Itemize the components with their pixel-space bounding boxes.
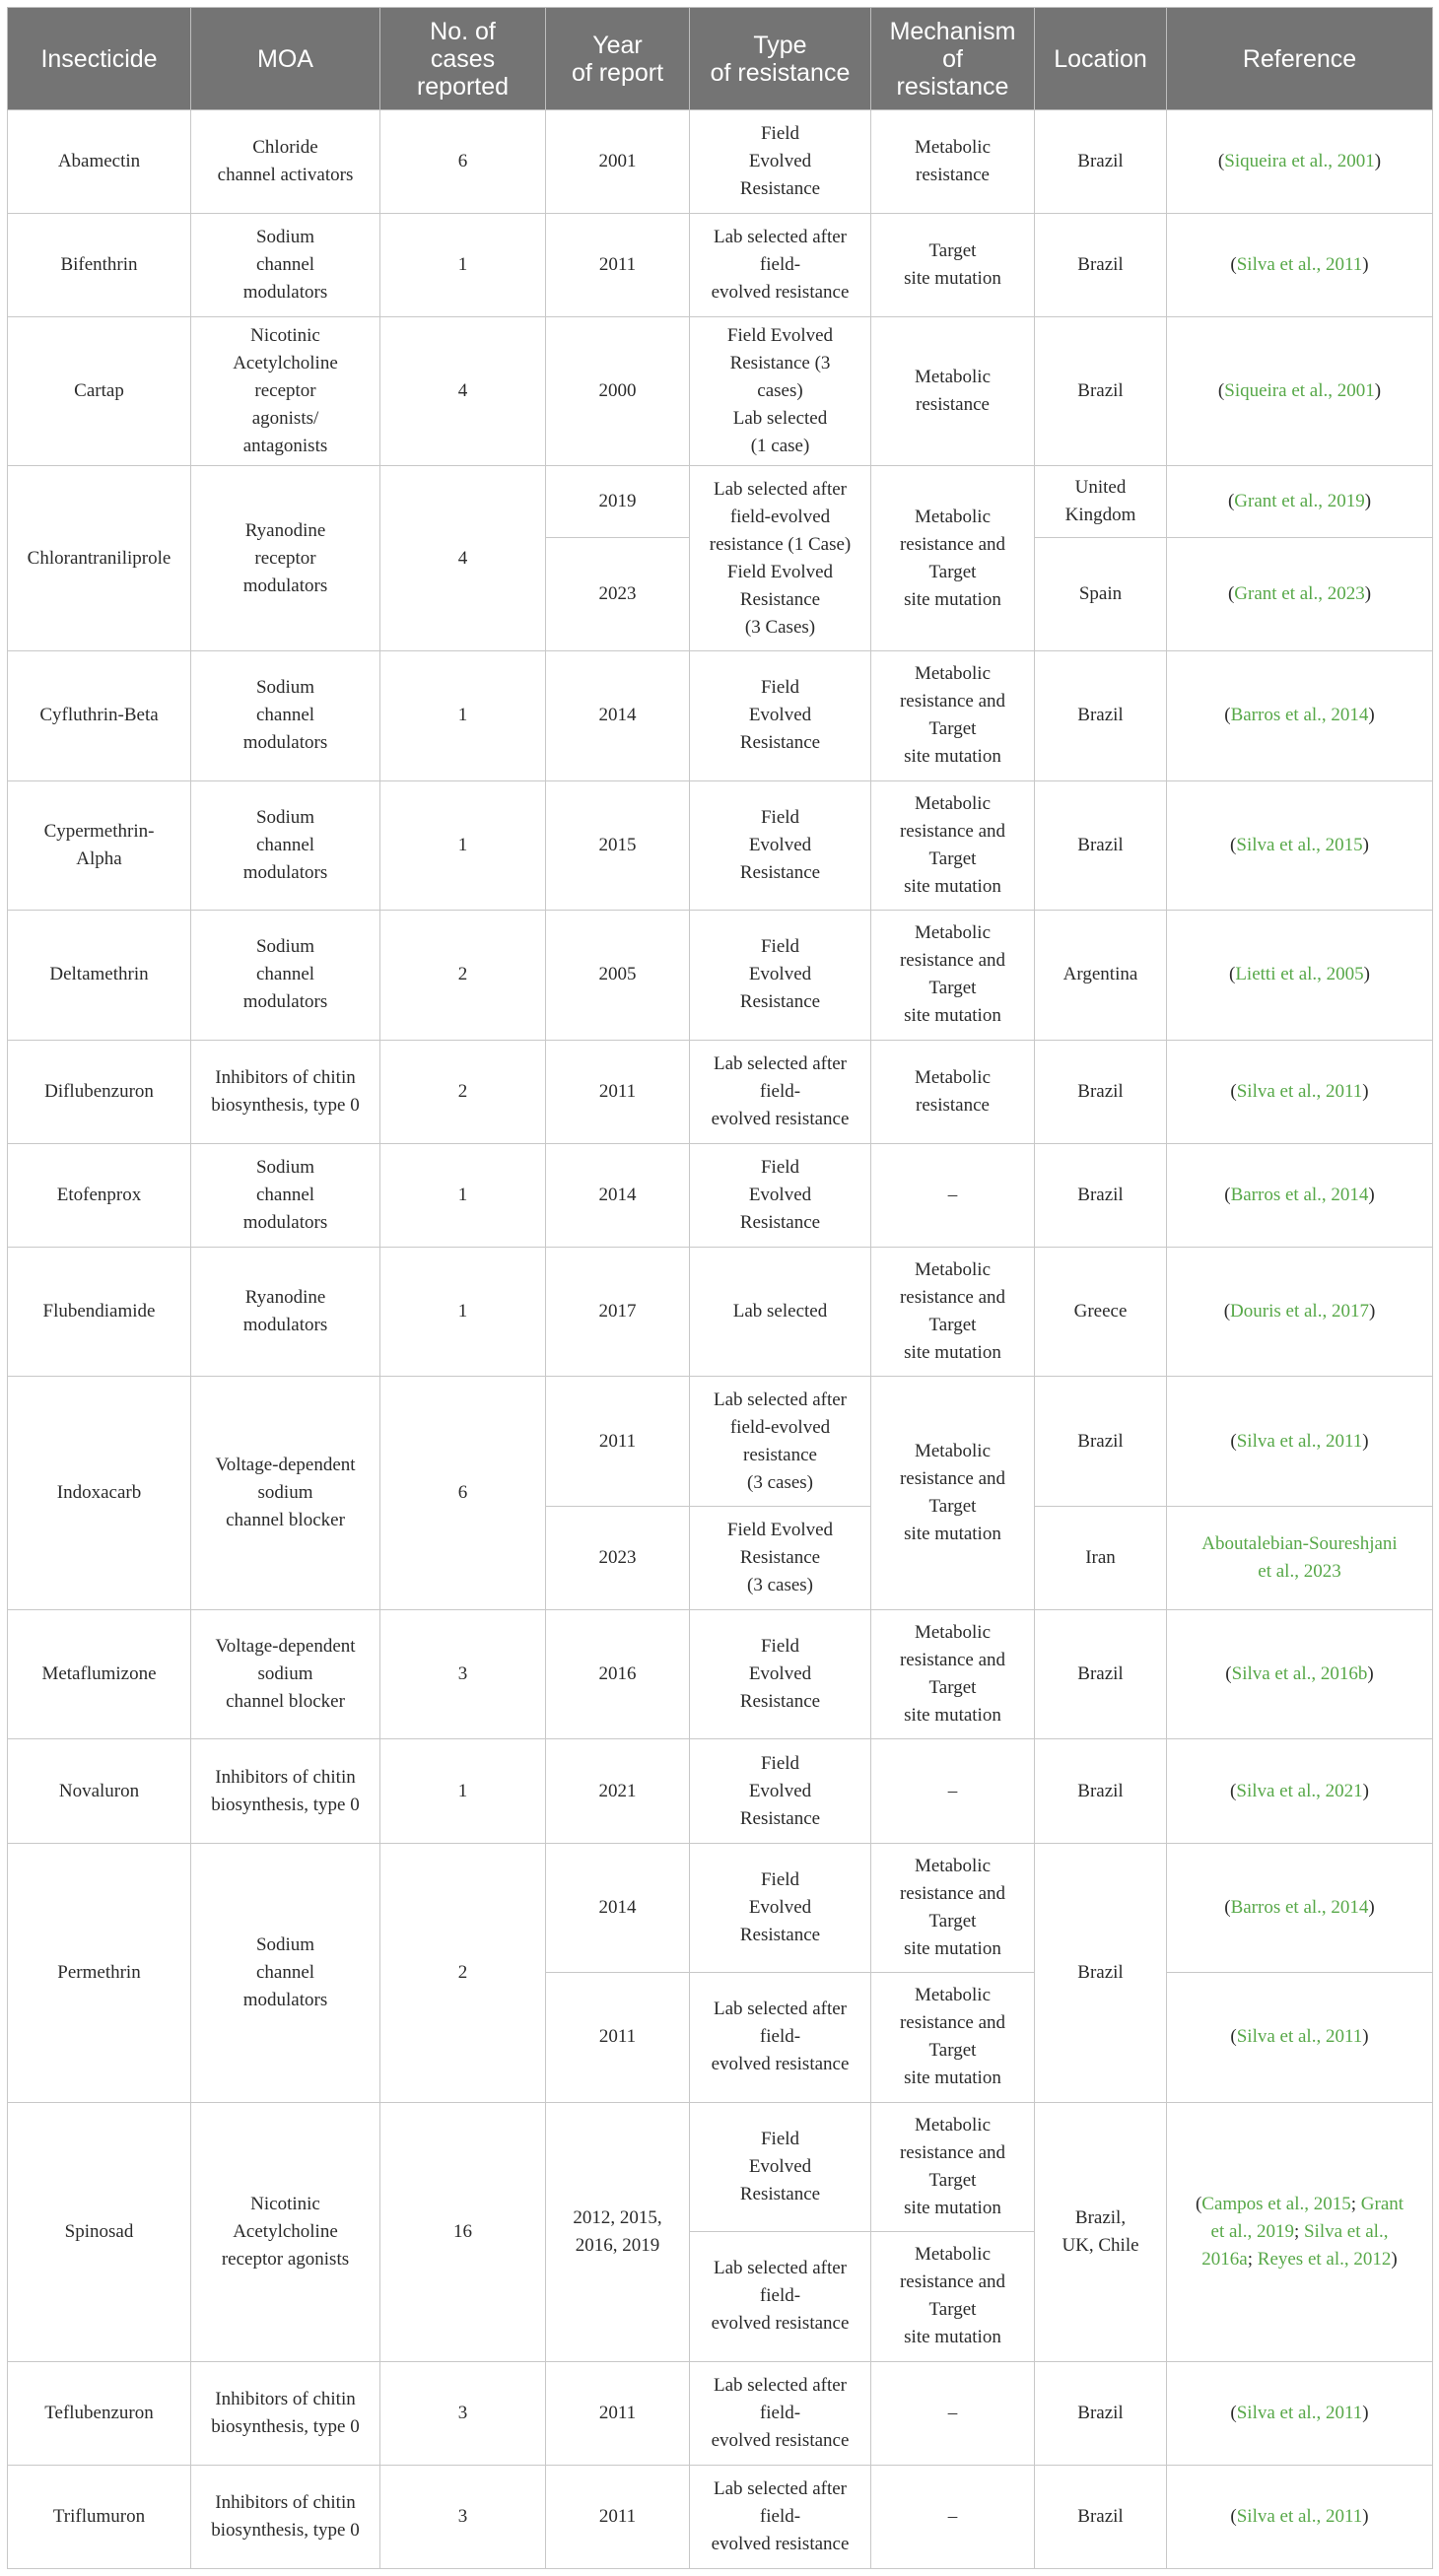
- mechanism-cell: Metabolic resistance and Target site mutation: [871, 466, 1035, 651]
- mechanism-cell: Metabolic resistance and Target site mutation: [871, 780, 1035, 910]
- mechanism-cell: Metabolic resistance and Target site mutation: [871, 1247, 1035, 1376]
- year-cell: 2005: [546, 911, 690, 1040]
- header-mechanism: Mechanism of resistance: [871, 8, 1035, 110]
- reference-cell: (Silva et al., 2011): [1167, 214, 1433, 317]
- type-cell: Field Evolved Resistance: [690, 1143, 871, 1247]
- header-reference: Reference: [1167, 8, 1433, 110]
- moa-cell: Inhibitors of chitin biosynthesis, type 0: [191, 2465, 380, 2568]
- cases-cell: 6: [380, 1377, 546, 1610]
- table-row: [8, 1843, 1433, 1972]
- year-cell: 2011: [546, 1377, 690, 1506]
- table-row: [8, 2465, 1433, 2568]
- cases-cell: 3: [380, 2361, 546, 2465]
- reference-cell: (Silva et al., 2011): [1167, 2361, 1433, 2465]
- year-cell: 2011: [546, 214, 690, 317]
- insecticide-cell: Flubendiamide: [8, 1247, 191, 1376]
- reference-cell: (Siqueira et al., 2001): [1167, 110, 1433, 214]
- insecticide-cell: Spinosad: [8, 2102, 191, 2361]
- header-cases: No. of cases reported: [380, 8, 546, 110]
- moa-cell: Inhibitors of chitin biosynthesis, type 0: [191, 1040, 380, 1143]
- year-cell: 2014: [546, 1143, 690, 1247]
- reference-link[interactable]: Silva et al., 2011: [1236, 254, 1363, 276]
- cases-cell: 1: [380, 1247, 546, 1376]
- year-cell: 2023: [546, 1506, 690, 1609]
- insecticide-cell: Triflumuron: [8, 2465, 191, 2568]
- year-cell: 2011: [546, 2361, 690, 2465]
- reference-cell: (Silva et al., 2015): [1167, 780, 1433, 910]
- table-row: [8, 1247, 1433, 1376]
- type-cell: Field Evolved Resistance (3 cases) Lab selected (1 case): [690, 317, 871, 466]
- mechanism-cell: –: [871, 2361, 1035, 2465]
- year-cell: 2014: [546, 651, 690, 780]
- insecticide-cell: Cypermethrin- Alpha: [8, 780, 191, 910]
- table-row: [8, 1040, 1433, 1143]
- reference-link[interactable]: Barros et al., 2014: [1230, 705, 1369, 726]
- cases-cell: 2: [380, 911, 546, 1040]
- mechanism-cell: Metabolic resistance: [871, 1040, 1035, 1143]
- mechanism-cell: Metabolic resistance: [871, 110, 1035, 214]
- moa-cell: Nicotinic Acetylcholine receptor agonists: [191, 2102, 380, 2361]
- year-cell: 2017: [546, 1247, 690, 1376]
- reference-link[interactable]: Grant et al., 2023: [1234, 582, 1365, 604]
- type-cell: Field Evolved Resistance: [690, 1739, 871, 1843]
- mechanism-cell: Metabolic resistance and Target site mutation: [871, 1609, 1035, 1738]
- table-row: [8, 1143, 1433, 1247]
- cases-cell: 1: [380, 214, 546, 317]
- reference-cell: (Silva et al., 2011): [1167, 1377, 1433, 1506]
- reference-cell: (Siqueira et al., 2001): [1167, 317, 1433, 466]
- type-cell: Field Evolved Resistance: [690, 1843, 871, 1972]
- reference-link[interactable]: Barros et al., 2014: [1230, 1184, 1369, 1205]
- year-cell: 2011: [546, 1973, 690, 2102]
- insecticide-cell: Indoxacarb: [8, 1377, 191, 1610]
- reference-link[interactable]: Lietti et al., 2005: [1235, 964, 1364, 985]
- year-cell: 2012, 2015, 2016, 2019: [546, 2102, 690, 2361]
- table-row: [8, 1739, 1433, 1843]
- reference-link[interactable]: Silva et al., 2011: [1236, 2505, 1363, 2527]
- reference-cell: (Grant et al., 2019): [1167, 466, 1433, 538]
- location-cell: Brazil: [1035, 1040, 1167, 1143]
- table-row: [8, 780, 1433, 910]
- type-cell: Lab selected after field- evolved resistance: [690, 1973, 871, 2102]
- table-row: [8, 110, 1433, 214]
- location-cell: Brazil: [1035, 1143, 1167, 1247]
- header-moa: MOA: [191, 8, 380, 110]
- location-cell: Greece: [1035, 1247, 1167, 1376]
- cases-cell: 16: [380, 2102, 546, 2361]
- mechanism-cell: Target site mutation: [871, 214, 1035, 317]
- reference-cell: (Silva et al., 2011): [1167, 1973, 1433, 2102]
- location-cell: Brazil: [1035, 110, 1167, 214]
- reference-link[interactable]: Silva et al., 2011: [1236, 2402, 1363, 2423]
- mechanism-cell: Metabolic resistance and Target site mutation: [871, 911, 1035, 1040]
- reference-link[interactable]: Siqueira et al., 2001: [1224, 151, 1375, 172]
- table-row: [8, 651, 1433, 780]
- moa-cell: Sodium channel modulators: [191, 911, 380, 1040]
- mechanism-cell: Metabolic resistance and Target site mutation: [871, 1973, 1035, 2102]
- moa-cell: Voltage-dependent sodium channel blocker: [191, 1609, 380, 1738]
- moa-cell: Inhibitors of chitin biosynthesis, type 0: [191, 1739, 380, 1843]
- location-cell: Argentina: [1035, 911, 1167, 1040]
- year-cell: 2014: [546, 1843, 690, 1972]
- reference-link[interactable]: Silva et al., 2015: [1236, 834, 1363, 855]
- type-cell: Lab selected after field-evolved resistance (3 cases): [690, 1377, 871, 1506]
- location-cell: Brazil: [1035, 214, 1167, 317]
- reference-cell: (Lietti et al., 2005): [1167, 911, 1433, 1040]
- type-cell: Lab selected after field- evolved resistance: [690, 1040, 871, 1143]
- type-cell: Lab selected after field- evolved resistance: [690, 214, 871, 317]
- cases-cell: 4: [380, 317, 546, 466]
- moa-cell: Sodium channel modulators: [191, 780, 380, 910]
- year-cell: 2016: [546, 1609, 690, 1738]
- cases-cell: 3: [380, 1609, 546, 1738]
- insecticide-cell: Teflubenzuron: [8, 2361, 191, 2465]
- table-row: [8, 317, 1433, 466]
- type-cell: Lab selected after field-evolved resistance (1 Case) Field Evolved Resistance (3 Cases): [690, 466, 871, 651]
- insecticide-cell: Chlorantraniliprole: [8, 466, 191, 651]
- moa-cell: Voltage-dependent sodium channel blocker: [191, 1377, 380, 1610]
- location-cell: Spain: [1035, 537, 1167, 650]
- year-cell: 2011: [546, 1040, 690, 1143]
- header-year: Year of report: [546, 8, 690, 110]
- reference-link[interactable]: Barros et al., 2014: [1230, 1896, 1369, 1918]
- type-cell: Lab selected: [690, 1247, 871, 1376]
- mechanism-cell: –: [871, 1739, 1035, 1843]
- year-cell: 2021: [546, 1739, 690, 1843]
- reference-cell: (Grant et al., 2023): [1167, 537, 1433, 650]
- insecticide-cell: Novaluron: [8, 1739, 191, 1843]
- reference-cell: (Silva et al., 2011): [1167, 2465, 1433, 2568]
- location-cell: Brazil: [1035, 780, 1167, 910]
- year-cell: 2019: [546, 466, 690, 538]
- reference-link[interactable]: Reyes et al., 2012: [1257, 2248, 1392, 2270]
- cases-cell: 1: [380, 1739, 546, 1843]
- cases-cell: 4: [380, 466, 546, 651]
- insecticide-cell: Abamectin: [8, 110, 191, 214]
- location-cell: Brazil: [1035, 1843, 1167, 2102]
- moa-cell: Inhibitors of chitin biosynthesis, type 0: [191, 2361, 380, 2465]
- reference-link[interactable]: Silva et al., 2016b: [1231, 1663, 1368, 1685]
- table-row: [8, 214, 1433, 317]
- moa-cell: Nicotinic Acetylcholine receptor agonists/ antagonists: [191, 317, 380, 466]
- mechanism-cell: Metabolic resistance and Target site mutation: [871, 2102, 1035, 2231]
- reference-link[interactable]: Silva et al., 2016a: [1201, 2220, 1389, 2270]
- type-cell: Field Evolved Resistance: [690, 110, 871, 214]
- location-cell: Brazil: [1035, 2465, 1167, 2568]
- moa-cell: Sodium channel modulators: [191, 214, 380, 317]
- header-insecticide: Insecticide: [8, 8, 191, 110]
- mechanism-cell: Metabolic resistance and Target site mutation: [871, 1377, 1035, 1610]
- location-cell: Brazil: [1035, 1609, 1167, 1738]
- insecticide-cell: Bifenthrin: [8, 214, 191, 317]
- reference-cell[interactable]: Aboutalebian-Soureshjani et al., 2023: [1167, 1506, 1433, 1609]
- insecticide-cell: Diflubenzuron: [8, 1040, 191, 1143]
- table-row: [8, 2102, 1433, 2231]
- location-cell: Brazil: [1035, 2361, 1167, 2465]
- mechanism-cell: –: [871, 1143, 1035, 1247]
- insecticide-cell: Permethrin: [8, 1843, 191, 2102]
- table-row: [8, 911, 1433, 1040]
- reference-link[interactable]: Siqueira et al., 2001: [1224, 380, 1375, 402]
- reference-link[interactable]: Silva et al., 2011: [1236, 1430, 1363, 1452]
- reference-link[interactable]: Douris et al., 2017: [1230, 1301, 1369, 1322]
- insecticide-cell: Cyfluthrin-Beta: [8, 651, 191, 780]
- type-cell: Field Evolved Resistance: [690, 2102, 871, 2231]
- mechanism-cell: Metabolic resistance and Target site mutation: [871, 1843, 1035, 1972]
- insecticide-cell: Etofenprox: [8, 1143, 191, 1247]
- location-cell: Iran: [1035, 1506, 1167, 1609]
- moa-cell: Ryanodine modulators: [191, 1247, 380, 1376]
- table-body: [8, 110, 1433, 2569]
- location-cell: Brazil: [1035, 651, 1167, 780]
- year-cell: 2015: [546, 780, 690, 910]
- cases-cell: 2: [380, 1843, 546, 2102]
- location-cell: Brazil, UK, Chile: [1035, 2102, 1167, 2361]
- moa-cell: Chloride channel activators: [191, 110, 380, 214]
- location-cell: Brazil: [1035, 317, 1167, 466]
- reference-cell: (Barros et al., 2014): [1167, 651, 1433, 780]
- insecticide-resistance-table: [7, 7, 1433, 2569]
- type-cell: Lab selected after field- evolved resistance: [690, 2465, 871, 2568]
- type-cell: Field Evolved Resistance: [690, 780, 871, 910]
- reference-link[interactable]: Grant et al., 2019: [1234, 490, 1365, 511]
- reference-link[interactable]: Grant et al., 2019: [1210, 2193, 1405, 2242]
- location-cell: Brazil: [1035, 1377, 1167, 1506]
- mechanism-cell: –: [871, 2465, 1035, 2568]
- reference-cell: (Silva et al., 2021): [1167, 1739, 1433, 1843]
- location-cell: Brazil: [1035, 1739, 1167, 1843]
- year-cell: 2011: [546, 2465, 690, 2568]
- insecticide-cell: Deltamethrin: [8, 911, 191, 1040]
- insecticide-cell: Metaflumizone: [8, 1609, 191, 1738]
- header-type: Type of resistance: [690, 8, 871, 110]
- year-cell: 2023: [546, 537, 690, 650]
- mechanism-cell: Metabolic resistance and Target site mutation: [871, 651, 1035, 780]
- insecticide-cell: Cartap: [8, 317, 191, 466]
- moa-cell: Sodium channel modulators: [191, 1143, 380, 1247]
- reference-link[interactable]: Silva et al., 2011: [1236, 2026, 1363, 2048]
- mechanism-cell: Metabolic resistance: [871, 317, 1035, 466]
- table-row: [8, 2361, 1433, 2465]
- reference-link[interactable]: Silva et al., 2021: [1236, 1780, 1363, 1801]
- table-row: [8, 1609, 1433, 1738]
- reference-cell: (Silva et al., 2016b): [1167, 1609, 1433, 1738]
- type-cell: Field Evolved Resistance: [690, 1609, 871, 1738]
- mechanism-cell: Metabolic resistance and Target site mutation: [871, 2232, 1035, 2361]
- reference-cell: (Silva et al., 2011): [1167, 1040, 1433, 1143]
- location-cell: United Kingdom: [1035, 466, 1167, 538]
- reference-cell: (Douris et al., 2017): [1167, 1247, 1433, 1376]
- year-cell: 2001: [546, 110, 690, 214]
- reference-cell: (Campos et al., 2015; Grant et al., 2019; Silva et al., 2016a; Reyes et al., 2012): [1167, 2102, 1433, 2361]
- type-cell: Field Evolved Resistance: [690, 911, 871, 1040]
- reference-cell: (Barros et al., 2014): [1167, 1143, 1433, 1247]
- moa-cell: Ryanodine receptor modulators: [191, 466, 380, 651]
- moa-cell: Sodium channel modulators: [191, 1843, 380, 2102]
- cases-cell: 1: [380, 780, 546, 910]
- cases-cell: 3: [380, 2465, 546, 2568]
- cases-cell: 2: [380, 1040, 546, 1143]
- type-cell: Lab selected after field- evolved resistance: [690, 2232, 871, 2361]
- reference-link[interactable]: Silva et al., 2011: [1236, 1080, 1363, 1102]
- cases-cell: 1: [380, 651, 546, 780]
- header-location: Location: [1035, 8, 1167, 110]
- year-cell: 2000: [546, 317, 690, 466]
- type-cell: Field Evolved Resistance: [690, 651, 871, 780]
- type-cell: Lab selected after field- evolved resistance: [690, 2361, 871, 2465]
- cases-cell: 1: [380, 1143, 546, 1247]
- table-row: [8, 466, 1433, 538]
- header-row: [8, 8, 1433, 110]
- reference-link[interactable]: Campos et al., 2015: [1201, 2193, 1351, 2214]
- reference-cell: (Barros et al., 2014): [1167, 1843, 1433, 1972]
- moa-cell: Sodium channel modulators: [191, 651, 380, 780]
- cases-cell: 6: [380, 110, 546, 214]
- type-cell: Field Evolved Resistance (3 cases): [690, 1506, 871, 1609]
- table-row: [8, 1377, 1433, 1506]
